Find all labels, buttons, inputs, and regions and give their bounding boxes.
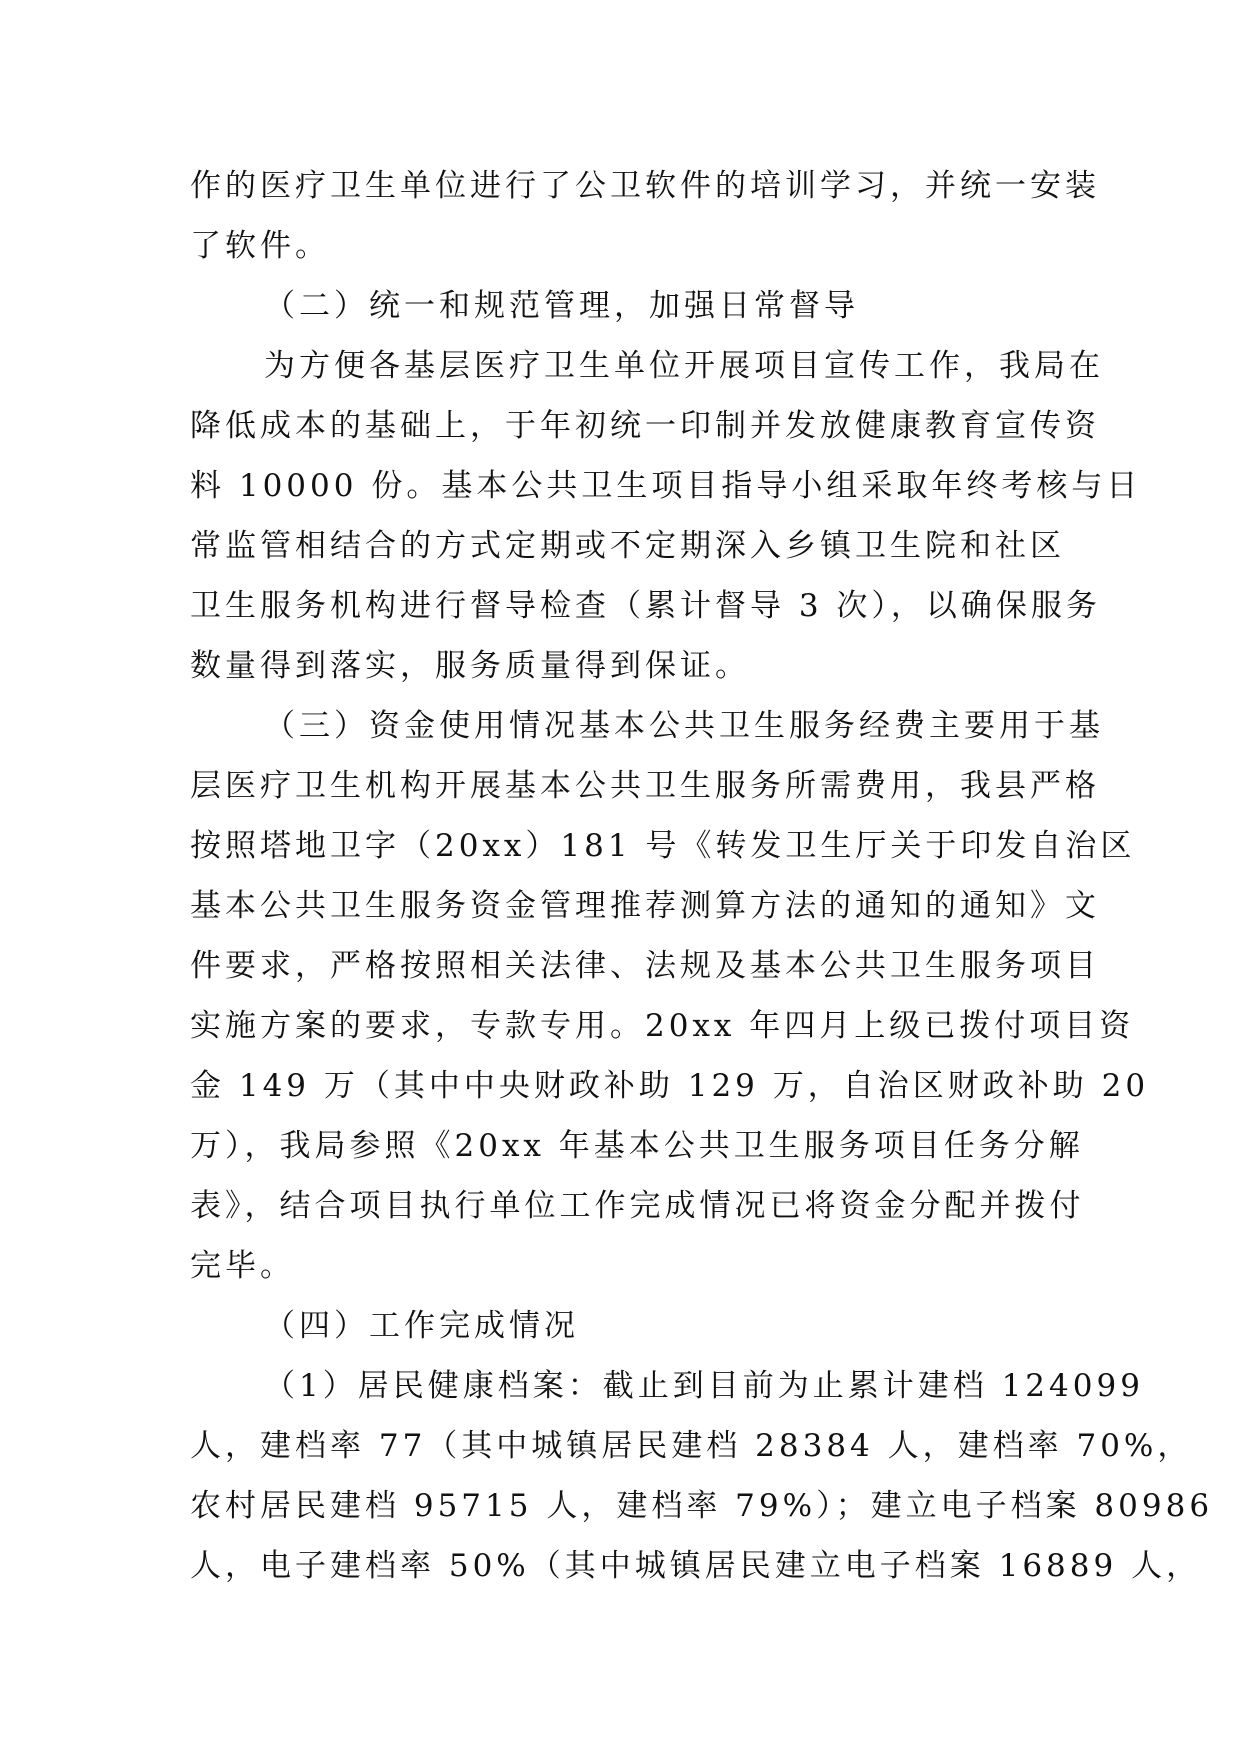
- section-heading: （四）工作完成情况: [264, 1308, 579, 1344]
- document-body: [190, 156, 1214, 1596]
- text-line: 人，电子建档率 50%（其中城镇居民建立电子档案 16889 人，: [190, 1548, 1202, 1584]
- text-line: 实施方案的要求，专款专用。20xx 年四月上级已拨付项目资: [190, 1008, 1135, 1044]
- text-line: 万），我局参照《20xx 年基本公共卫生服务项目任务分解: [190, 1128, 1084, 1164]
- text-line: 农村居民建档 95715 人，建档率 79%）；建立电子档案 80986: [190, 1488, 1214, 1524]
- section-heading: （二）统一和规范管理，加强日常督导: [264, 288, 859, 324]
- text-line: 金 149 万（其中中央财政补助 129 万，自治区财政补助 20: [190, 1068, 1150, 1104]
- section-heading-paragraph: （三）资金使用情况基本公共卫生服务经费主要用于基: [264, 708, 1104, 744]
- text-line: 卫生服务机构进行督导检查（累计督导 3 次），以确保服务: [190, 588, 1101, 624]
- text-line: 降低成本的基础上，于年初统一印制并发放健康教育宣传资: [190, 408, 1100, 444]
- text-line: 作的医疗卫生单位进行了公卫软件的培训学习，并统一安装: [190, 168, 1100, 204]
- text-line: 层医疗卫生机构开展基本公共卫生服务所需费用，我县严格: [190, 768, 1100, 804]
- text-line: 数量得到落实，服务质量得到保证。: [190, 648, 750, 684]
- text-line: 完毕。: [190, 1248, 295, 1284]
- text-line: 基本公共卫生服务资金管理推荐测算方法的通知的通知》文: [190, 888, 1100, 924]
- text-line: 常监管相结合的方式定期或不定期深入乡镇卫生院和社区: [190, 528, 1065, 564]
- text-line: 件要求，严格按照相关法律、法规及基本公共卫生服务项目: [190, 948, 1100, 984]
- text-line: 按照塔地卫字（20xx）181 号《转发卫生厅关于印发自治区: [190, 828, 1136, 864]
- paragraph-start-line: 为方便各基层医疗卫生单位开展项目宣传工作，我局在: [264, 348, 1104, 384]
- text-line: 表》，结合项目执行单位工作完成情况已将资金分配并拨付: [190, 1188, 1085, 1224]
- paragraph-start-line: （1）居民健康档案：截止到目前为止累计建档 124099: [264, 1368, 1144, 1404]
- text-line: 料 10000 份。基本公共卫生项目指导小组采取年终考核与日: [190, 468, 1142, 504]
- text-line: 了软件。: [190, 228, 330, 264]
- text-line: 人，建档率 77（其中城镇居民建档 28384 人，建档率 70%，: [190, 1428, 1193, 1464]
